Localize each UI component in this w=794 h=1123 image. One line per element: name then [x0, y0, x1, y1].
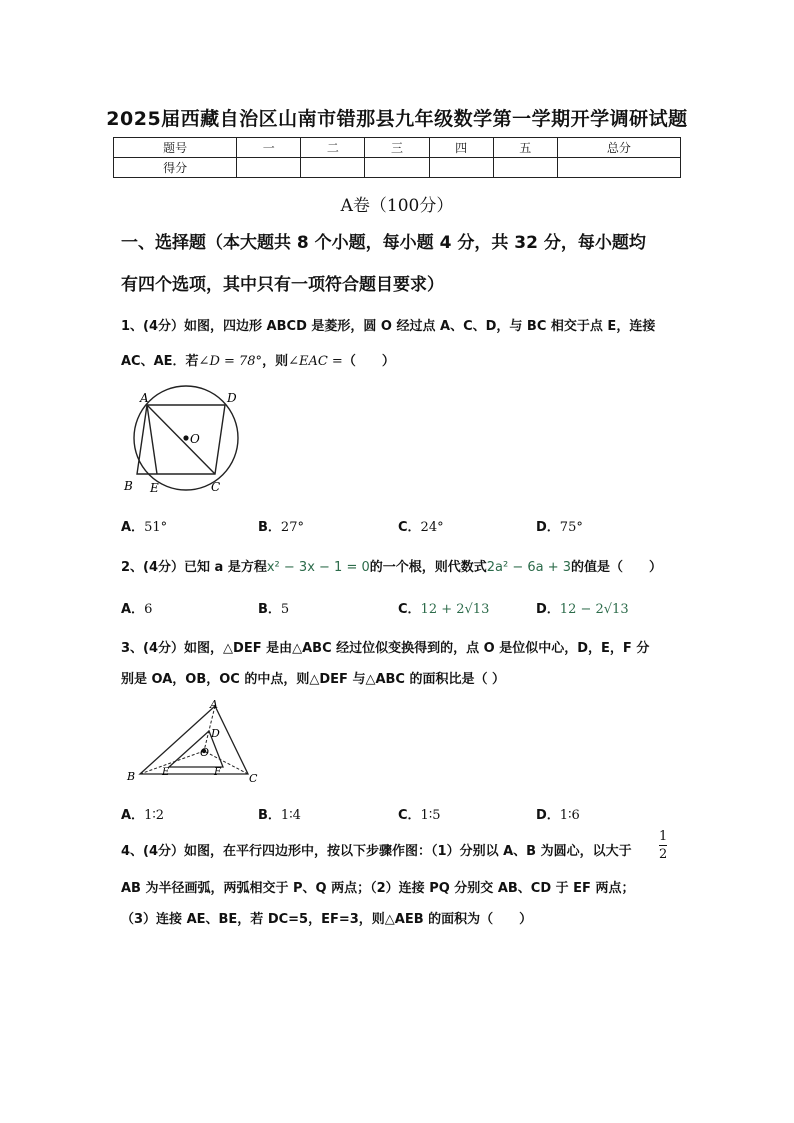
q3-label-e: E — [162, 767, 170, 778]
q4-fraction — [659, 828, 667, 863]
q3-label-d: D — [211, 727, 220, 740]
q1-label-c: C — [211, 480, 221, 494]
q1-option-b: B．27° — [258, 520, 304, 535]
q3-label-b: B — [127, 770, 136, 783]
q1-line2 — [121, 350, 395, 369]
q2-mid: 的一个根，则代数式 — [369, 560, 487, 575]
q2-equation: x² − 3x − 1 = 0 — [266, 560, 370, 575]
q1-line2-pre: AC、AE．若 — [121, 354, 199, 369]
q3-homothety-figure — [120, 696, 265, 786]
q3-option-d: D．1∶6 — [536, 808, 580, 823]
q2-option-a: A．6 — [121, 602, 153, 617]
section1-heading-line2: 有四个选项，其中只有一项符合题目要求） — [121, 275, 444, 295]
score-table — [113, 137, 681, 178]
q3-label-f: F — [214, 767, 221, 778]
q1-label-o: O — [190, 432, 200, 446]
score-header-cell: 总分 — [557, 138, 680, 158]
q2-pre: 2、(4分）已知 a 是方程 — [121, 560, 267, 575]
score-header-cell: 二 — [301, 138, 365, 158]
section-a-title: A卷（100分） — [340, 196, 454, 216]
q2-option-b: B．5 — [258, 602, 290, 617]
q1-option-c: C．24° — [398, 520, 444, 535]
q1-ask: ∠EAC = — [288, 354, 343, 369]
q1-option-d: D．75° — [536, 520, 583, 535]
q1-label-a: A — [140, 391, 149, 405]
score-cell — [493, 158, 557, 178]
score-cell — [365, 158, 429, 178]
q2-expression: 2a² − 6a + 3 — [486, 560, 572, 575]
q3-label-a: A — [210, 698, 218, 711]
q1-line1: 1、(4分）如图，四边形 ABCD 是菱形，圆 O 经过点 A、C、D，与 BC 相交于点 E，连接 — [121, 319, 656, 334]
q2-post: 的值是（ ） — [571, 560, 663, 575]
q1-condition: ∠D = 78° — [198, 354, 263, 369]
score-header-cell: 一 — [237, 138, 301, 158]
q2-option-c: C．12 + 2√13 — [398, 602, 490, 617]
q4-frac-denominator: 2 — [659, 847, 668, 862]
q2-option-d: D．12 − 2√13 — [536, 602, 629, 617]
q1-line2-post: （ ） — [342, 354, 395, 369]
score-header-cell: 三 — [365, 138, 429, 158]
q1-label-e: E — [150, 481, 159, 495]
score-row-label: 得分 — [114, 158, 237, 178]
q3-label-c: C — [249, 772, 258, 785]
score-table-score-row — [114, 158, 681, 178]
q1-label-b: B — [124, 479, 133, 493]
score-header-cell: 四 — [429, 138, 493, 158]
score-header-cell: 题号 — [114, 138, 237, 158]
q1-rhombus-circle-figure — [118, 385, 258, 500]
q1-line2-mid: ，则 — [262, 354, 289, 369]
q3-option-b: B．1∶4 — [258, 808, 301, 823]
q3-line1: 3、(4分）如图，△DEF 是由△ABC 经过位似变换得到的，点 O 是位似中心，D，E，F 分 — [121, 641, 650, 656]
page-title: 2025届西藏自治区山南市错那县九年级数学第一学期开学调研试题 — [106, 108, 688, 130]
score-header-cell: 五 — [493, 138, 557, 158]
score-cell — [237, 158, 301, 178]
q4-line1: 4、(4分）如图，在平行四边形中，按以下步骤作图：（1）分别以 A、B 为圆心，以大于 — [121, 844, 632, 859]
q3-label-o: O — [200, 746, 210, 759]
q1-option-a: A．51° — [121, 520, 168, 535]
q4-frac-numerator: 1 — [659, 829, 668, 844]
q3-option-c: C．1∶5 — [398, 808, 441, 823]
q4-line2: AB 为半径画弧，两弧相交于 P、Q 两点；（2）连接 PQ 分别交 AB、CD 于 EF 两点； — [121, 881, 635, 896]
q3-line2: 别是 OA，OB，OC 的中点，则△DEF 与△ABC 的面积比是（ ） — [121, 672, 506, 687]
score-cell — [557, 158, 680, 178]
q2-stem — [121, 556, 662, 575]
q3-option-a: A．1∶2 — [121, 808, 164, 823]
section1-heading-line1: 一、选择题（本大题共 8 个小题，每小题 4 分，共 32 分，每小题均 — [121, 233, 646, 253]
q1-label-d: D — [227, 391, 237, 405]
score-cell — [301, 158, 365, 178]
q4-line3: （3）连接 AE、BE，若 DC=5，EF=3，则△AEB 的面积为（ ） — [121, 912, 533, 927]
score-table-header-row — [114, 138, 681, 158]
score-cell — [429, 158, 493, 178]
